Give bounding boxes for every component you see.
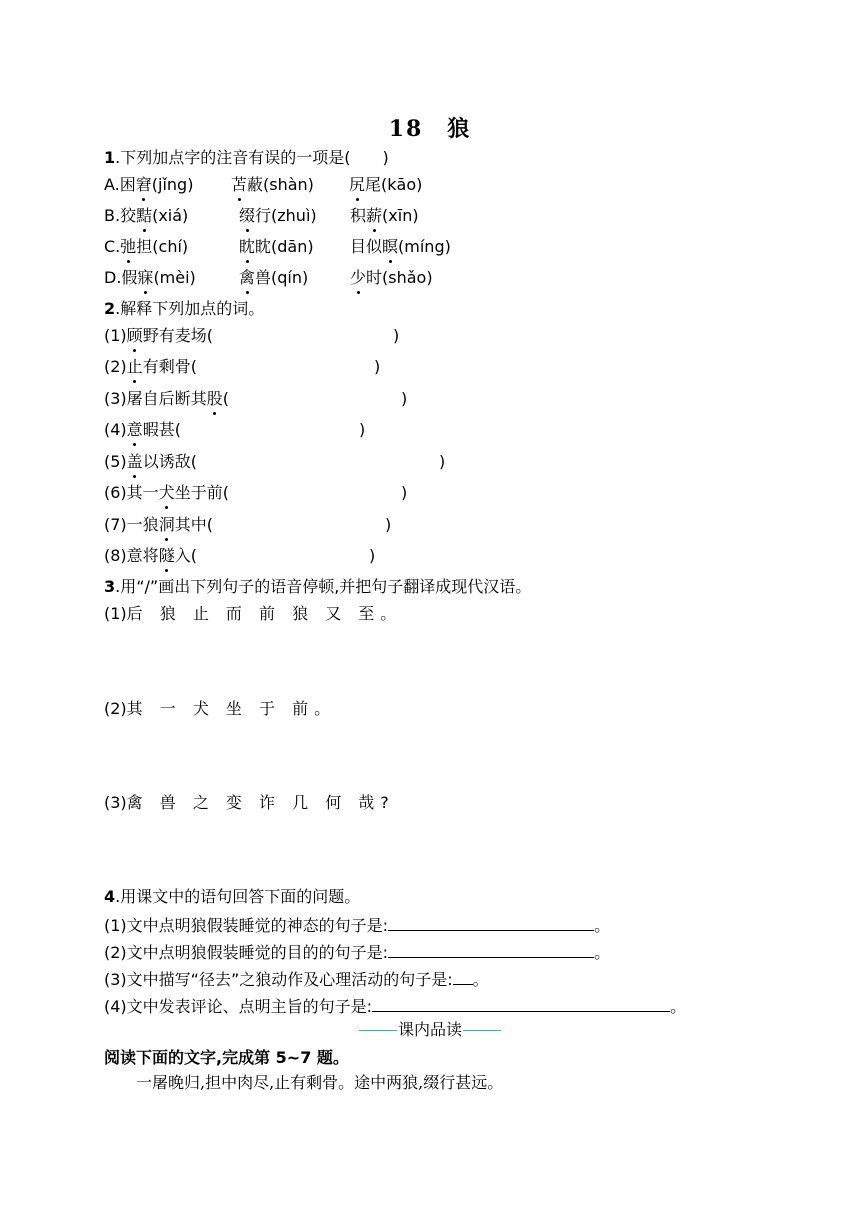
section-title-text: 课内品读 <box>397 1020 462 1039</box>
q3-item-3: (3)禽 兽 之 变 诈 几 何 哉? <box>104 793 395 812</box>
question-text: .用“/”画出下列句子的语音停顿,并把句子翻译成现代汉语。 <box>115 577 532 596</box>
option-item: D.假寐(mèi) <box>104 268 196 287</box>
dotted-char: 禽 <box>239 268 256 287</box>
option-item: 禽兽(qín) <box>239 268 309 287</box>
option-item: 苫蔽(shàn) <box>231 175 314 194</box>
dotted-char: 洞 <box>158 515 175 534</box>
dotted-char: 隧 <box>158 546 175 565</box>
q2-item-2: (2)止有剩骨( ) <box>104 357 381 376</box>
answer-blank[interactable] <box>388 941 594 958</box>
answer-blank[interactable] <box>388 914 594 931</box>
dotted-char: 黠 <box>136 206 153 225</box>
option-item: 缀行(zhuì) <box>239 206 317 225</box>
q2-item-8: (8)意将隧入( ) <box>104 546 376 565</box>
section-rule-left <box>359 1030 397 1031</box>
q4-item-4: (4)文中发表评论、点明主旨的句子是: 。 <box>104 997 687 1016</box>
q4-item-1: (1)文中点明狼假装睡觉的神态的句子是: 。 <box>104 916 611 935</box>
dotted-char: 苫 <box>231 175 248 194</box>
dotted-char: 缀 <box>239 206 256 225</box>
question-number: 1 <box>104 148 116 167</box>
dotted-char: 犬 <box>158 483 175 502</box>
q2-stem <box>104 299 264 319</box>
reading-instructions: 阅读下面的文字,完成第 5~7 题。 <box>104 1048 349 1067</box>
dotted-char: 瞑 <box>382 237 399 256</box>
q2-item-4: (4)意暇甚( ) <box>104 420 366 439</box>
option-item: 眈眈(dān) <box>239 237 314 256</box>
dotted-char: 薪 <box>366 206 383 225</box>
option-item: 少时(shǎo) <box>350 268 433 287</box>
q1-stem <box>104 148 389 168</box>
q4-stem <box>104 887 360 907</box>
option-item: 目似瞑(míng) <box>350 237 451 256</box>
dotted-char: 眈 <box>239 237 256 256</box>
dotted-char: 寐 <box>137 268 154 287</box>
dotted-char: 少 <box>350 268 367 287</box>
dotted-char: 窘 <box>135 175 152 194</box>
section-header <box>0 1017 860 1040</box>
dotted-char: 尻 <box>349 175 366 194</box>
q4-item-2: (2)文中点明狼假装睡觉的目的的句子是: 。 <box>104 943 611 962</box>
answer-blank[interactable] <box>453 968 473 985</box>
question-number: 2 <box>104 299 116 318</box>
question-text: .下列加点字的注音有误的一项是( ) <box>115 148 389 167</box>
question-number: 4 <box>104 887 116 906</box>
dotted-char: 意 <box>126 420 143 439</box>
option-item: 尻尾(kāo) <box>349 175 423 194</box>
section-rule-right <box>463 1030 501 1031</box>
question-text: .解释下列加点的词。 <box>115 299 265 318</box>
dotted-char: 股 <box>206 389 223 408</box>
dotted-char: 盖 <box>126 452 143 471</box>
q4-item-3: (3)文中描写“径去”之狼动作及心理活动的句子是: 。 <box>104 970 489 989</box>
option-item: B.狡黠(xiá) <box>104 206 189 225</box>
dotted-char: 顾 <box>126 326 143 345</box>
q2-item-1: (1)顾野有麦场( ) <box>104 326 400 345</box>
answer-blank[interactable] <box>372 995 670 1012</box>
q3-stem <box>104 577 531 597</box>
option-item: C.弛担(chí) <box>104 237 189 256</box>
question-number: 3 <box>104 577 116 596</box>
q2-item-5: (5)盖以诱敌( ) <box>104 452 446 471</box>
q2-item-7: (7)一狼洞其中( ) <box>104 515 392 534</box>
q2-item-6: (6)其一犬坐于前( ) <box>104 483 408 502</box>
q3-item-2: (2)其 一 犬 坐 于 前。 <box>104 699 337 718</box>
reading-passage: 一屠晚归,担中肉尽,止有剩骨。途中两狼,缀行甚远。 <box>136 1073 504 1092</box>
dotted-char: 弛 <box>120 237 137 256</box>
dotted-char: 止 <box>126 357 143 376</box>
q3-item-1: (1)后 狼 止 而 前 狼 又 至。 <box>104 604 403 623</box>
option-item: 积薪(xīn) <box>350 206 419 225</box>
q2-item-3: (3)屠自后断其股( ) <box>104 389 408 408</box>
question-text: .用课文中的语句回答下面的问题。 <box>115 887 361 906</box>
option-item: A.困窘(jǐng) <box>104 175 194 194</box>
page-title: 18 狼 <box>388 116 472 142</box>
